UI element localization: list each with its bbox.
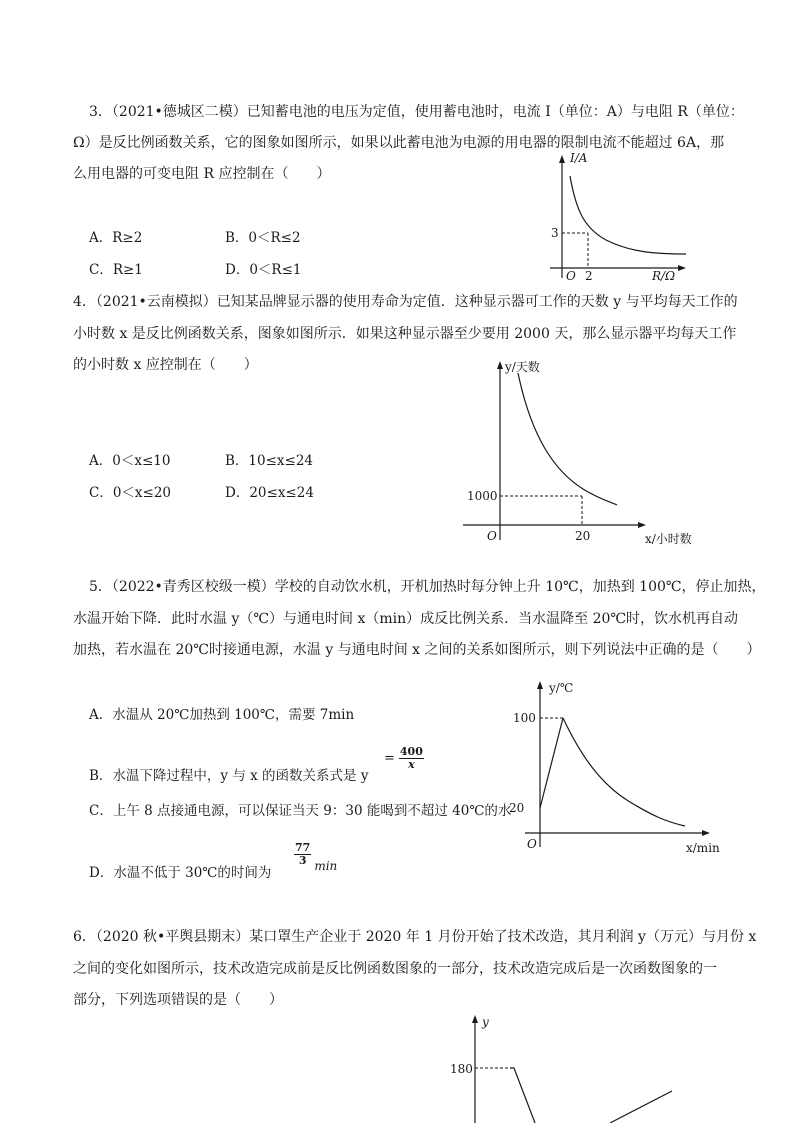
q5-fraction-b	[384, 746, 424, 771]
q4-x-label: x/小时数	[645, 532, 692, 546]
q5-graph	[505, 672, 725, 860]
q5-option-b: B．水温下降过程中，y 与 x 的函数关系式是 y	[89, 768, 369, 784]
q3-x-label: R/Ω	[652, 269, 676, 283]
q3-origin: O	[566, 269, 576, 283]
q3-graph	[540, 150, 690, 285]
q4-y-tick: 1000	[467, 489, 498, 503]
q6-y-arrow	[472, 1015, 478, 1023]
q3-curve	[570, 176, 686, 254]
q3-y-arrow	[559, 155, 565, 163]
q3-option-d: D．0＜R≤1	[225, 262, 302, 278]
q4-x-arrow	[638, 522, 646, 528]
q4-option-a: A．0＜x≤10	[89, 453, 171, 469]
q4-line-3: 的小时数 x 应控制在（ ）	[73, 357, 258, 373]
q3-x-tick: 2	[585, 269, 593, 283]
q5-line-2: 水温开始下降．此时水温 y（℃）与通电时间 x（min）成反比例关系．当水温降至 20℃时，饮水机再自动	[73, 611, 739, 627]
q5-fraction-d-den: 3	[298, 854, 307, 867]
q5-origin: O	[527, 837, 537, 851]
q4-y-label: y/天数	[505, 360, 540, 374]
q3-x-arrow	[678, 265, 686, 271]
q4-x-tick: 20	[575, 529, 591, 543]
q3-option-b: B．0＜R≤2	[225, 230, 301, 246]
q3-option-a: A．R≥2	[89, 230, 143, 246]
q5-option-c: C．上午 8 点接通电源，可以保证当天 9：30 能喝到不超过 40℃的水	[89, 803, 512, 819]
q5-fraction-d-num: 77	[295, 841, 311, 854]
q6-graph	[440, 1008, 700, 1123]
q4-option-d: D．20≤x≤24	[225, 485, 314, 501]
q4-line-2: 小时数 x 是反比例函数关系，图象如图所示．如果这种显示器至少要用 2000 天，那么显示器平均每天工作	[73, 326, 737, 342]
q3-option-c: C．R≥1	[89, 262, 143, 278]
q4-y-arrow	[497, 361, 503, 369]
q3-y-label: I/A	[570, 151, 588, 165]
q5-cooling-curve	[563, 718, 685, 826]
q5-option-d: D．水温不低于 30℃的时间为	[89, 865, 272, 881]
q5-y-label: y/℃	[549, 681, 574, 695]
q5-x-label: x/min	[686, 841, 720, 855]
q6-line-1: 6．（2020 秋•平舆县期末）某口罩生产企业于 2020 年 1 月份开始了技术改造，其月利润 y（万元）与月份 x	[73, 929, 757, 945]
q4-line-1: 4．（2021•云南模拟）已知某品牌显示器的使用寿命为定值．这种显示器可工作的天数 y 与平均每天工作的	[73, 294, 738, 310]
q4-option-c: C．0＜x≤20	[89, 485, 172, 501]
q5-line-1: 5．（2022•青秀区校级一模）学校的自动饮水机，开机加热时每分钟上升 10℃，加热到 100℃，停止加热，	[89, 579, 766, 595]
q5-heating-line	[540, 718, 563, 808]
q6-y-label: y	[482, 1015, 489, 1029]
q4-graph	[455, 355, 715, 550]
q3-line-2: Ω）是反比例函数关系，它的图象如图所示，如果以此蓄电池为电源的用电器的限制电流不能超过 6A，那	[73, 135, 725, 151]
q5-option-a: A．水温从 20℃加热到 100℃，需要 7min	[89, 707, 355, 723]
q3-line-1: 3．（2021•德城区二模）已知蓄电池的电压为定值，使用蓄电池时，电流 I（单位：A）与电阻 R（单位：	[89, 104, 744, 120]
q5-y-tick-100: 100	[513, 711, 536, 725]
q6-line-3: 部分，下列选项错误的是（ ）	[73, 992, 283, 1008]
q4-curve	[518, 373, 617, 505]
q4-origin: O	[487, 529, 497, 543]
q6-linear-segment	[610, 1091, 672, 1123]
q3-y-tick: 3	[551, 226, 559, 240]
q5-fraction-b-den: x	[408, 758, 415, 771]
q5-fraction-b-eq: =	[384, 751, 395, 766]
q4-option-b: B．10≤x≤24	[225, 453, 314, 469]
q5-fraction-d	[294, 841, 338, 873]
q5-y-arrow	[537, 681, 543, 689]
q5-y-tick-20: 20	[509, 801, 525, 815]
q5-fraction-d-unit: min	[314, 859, 338, 873]
q3-line-3: 么用电器的可变电阻 R 应控制在（ ）	[73, 166, 331, 182]
q5-line-3: 加热，若水温在 20℃时接通电源，水温 y 与通电时间 x 之间的关系如图所示，则下列说法中正确的是（ ）	[73, 642, 761, 658]
q6-y-tick: 180	[450, 1062, 473, 1076]
q6-flat-then-drop	[510, 1068, 535, 1123]
q5-fraction-b-num: 400	[399, 745, 423, 758]
q5-x-arrow	[702, 830, 710, 836]
q6-line-2: 之间的变化如图所示，技术改造完成前是反比例函数图象的一部分，技术改造完成后是一次函数图象的一	[73, 961, 717, 977]
